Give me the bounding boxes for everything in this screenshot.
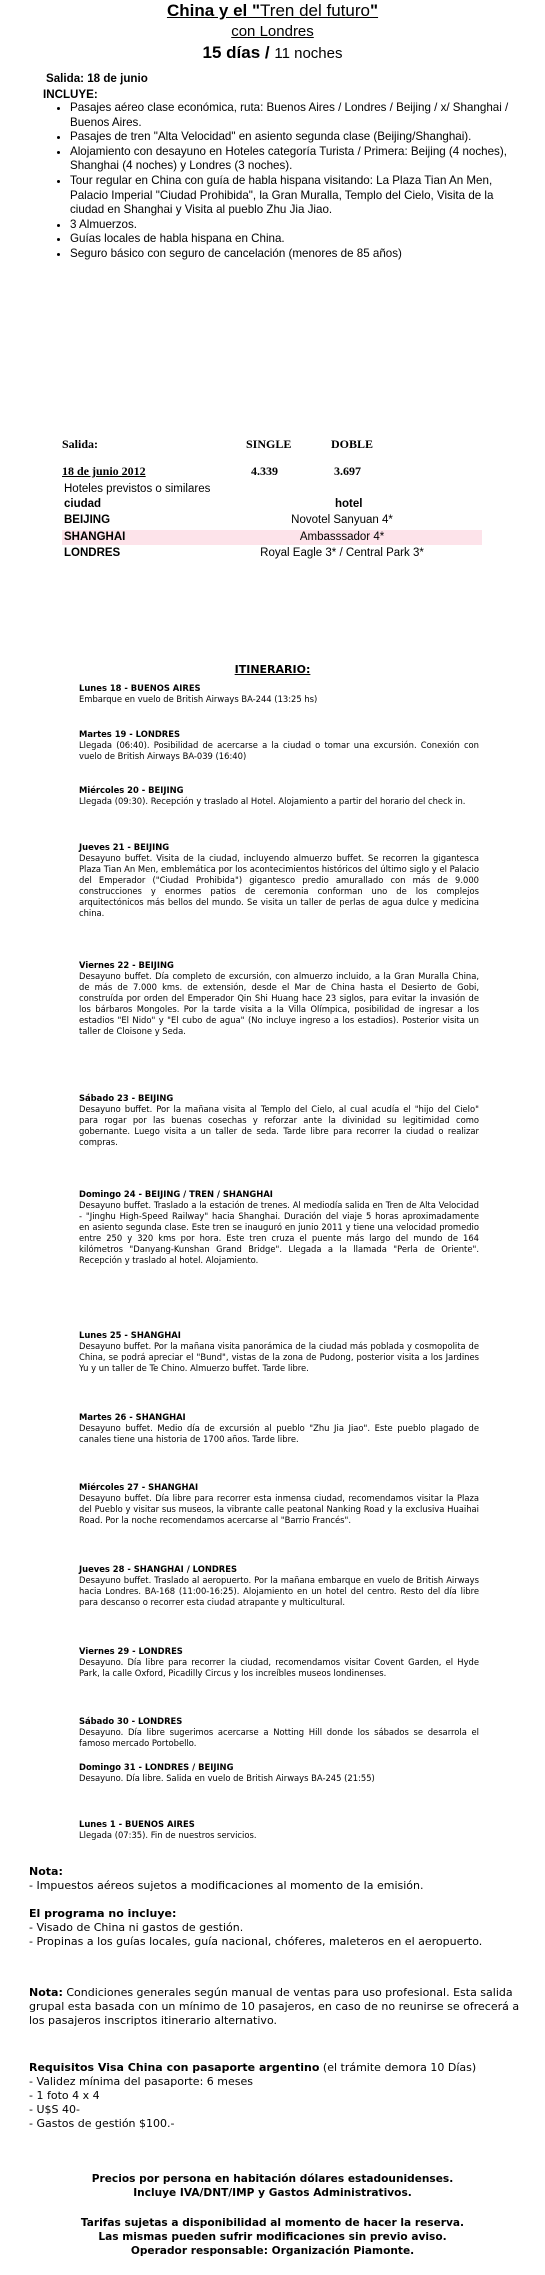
itinerary-day [79, 1482, 479, 1526]
day-description: Desayuno buffet. Por la mañana visita panorámica de la ciudad más poblada y cosmopolita de China, se podrá apreciar el "Bund", vistas de la zona de Pudong, posterior visita a los Jardines Yu y un taller de Te Chino. Almuerzo buffet. Tarde libre. [79, 1341, 479, 1373]
includes-label: INCLUYE: [43, 88, 98, 101]
hotels-intro: Hoteles previstos o similares [64, 483, 211, 495]
itinerary-day [79, 1564, 479, 1608]
page-title [0, 1, 545, 21]
visa-label: Requisitos Visa China con pasaporte argentino [29, 2061, 320, 2074]
visa-item: - 1 foto 4 x 4 [29, 2089, 100, 2102]
hotel-city: SHANGHAI [64, 531, 126, 543]
hotel-name: Royal Eagle 3* / Central Park 3* [260, 547, 424, 559]
itinerary-day [79, 1646, 479, 1679]
day-heading: Jueves 21 - BEIJING [79, 842, 170, 852]
day-description: Desayuno buffet. Visita de la ciudad, incluyendo almuerzo buffet. Se recorren la gigantesca Plaza Tian An Men, emblemática por los acontecimientos históricos del último siglo y el Palacio del Emperador ("Ciudad Prohibida") gigantesco predio amurallado con más de 9.000 construcciones y enormes patios de ceremonia conforman uno de los complejos arquitectónicos más bellos del mundo. Se visita un taller de perlas de agua dulce y medicina china. [79, 853, 479, 918]
day-description: Llegada (06:40). Posibilidad de acercarse a la ciudad o tomar una excursión. Conexión con vuelo de British Airways BA-039 (16:40) [79, 740, 479, 761]
title-days: 15 días / [202, 43, 275, 62]
day-description: Desayuno buffet. Traslado al aeropuerto. Por la mañana embarque en vuelo de British Airways hacia Londres. BA-168 (11:00-16:25). Alojamiento en un hotel del centro. Resto del día libre para descanso o recorrer esta ciudad atrapante y multicultural. [79, 1575, 479, 1607]
hotels-header-hotel: hotel [335, 498, 363, 510]
hotel-name: Novotel Sanyuan 4* [291, 514, 393, 526]
hotels-header-city: ciudad [64, 498, 102, 510]
note-label: Nota: [29, 1865, 63, 1878]
note-conditions-label: Nota: [29, 1986, 63, 1999]
hotel-name: Ambasssador 4* [299, 531, 385, 543]
day-description: Desayuno. Día libre. Salida en vuelo de British Airways BA-245 (21:55) [79, 1773, 375, 1783]
itinerary-day [79, 1330, 479, 1374]
day-heading: Viernes 29 - LONDRES [79, 1646, 183, 1656]
footer-taxes-note: Incluye IVA/DNT/IMP y Gastos Administrativos. [133, 2187, 412, 2199]
includes-item: • Guías locales de habla hispana en China. [70, 232, 510, 247]
day-description: Desayuno buffet. Por la mañana visita al Templo del Cielo, al cual acudía el "hijo del Cielo" para rogar por las buenas cosechas y reforzar ante la divinidad su legitimidad como gobernante. Luego visita a un taller de seda. Tarde libre para recorrer la ciudad o realizar compras. [79, 1104, 479, 1147]
title-prefix: China y el " [166, 1, 261, 20]
price-header-doble: DOBLE [331, 437, 374, 451]
hotel-row [62, 530, 482, 545]
visa-item: - Gastos de gestión $100.- [29, 2117, 175, 2130]
day-description: Llegada (09:30). Recepción y traslado al Hotel. Alojamiento a partir del horario del check in. [79, 796, 466, 806]
day-heading: Miércoles 27 - SHANGHAI [79, 1482, 199, 1492]
day-heading: Jueves 28 - SHANGHAI / LONDRES [79, 1564, 237, 1574]
itinerary-day [79, 1819, 479, 1841]
itinerary-day [79, 1189, 479, 1266]
day-description: Desayuno buffet. Día completo de excursión, con almuerzo incluido, a la Gran Muralla China, de más de 7.000 kms. de extensión, desde el Mar de China hasta el Desierto de Gobi, construída por orden del Emperador Qin Shi Huang hace 23 siglos, para evitar la invasión de los bárbaros Mongoles. Por la tarde visita a la Villa Olímpica, posibilidad de ingresar a los estadios "El Nido" y "El cubo de agua" (No incluye ingreso a los estadios). Posterior visita un taller de Cloisone y Seda. [79, 971, 479, 1036]
footer-availability-note: Tarifas sujetas a disponibilidad al momento de hacer la reserva. [80, 2217, 465, 2229]
itinerary-day [79, 1093, 479, 1148]
price-row-single: 4.339 [251, 464, 278, 478]
day-description: Llegada (07:35). Fin de nuestros servicios. [79, 1830, 257, 1840]
price-row-doble: 3.697 [334, 464, 361, 478]
includes-item: • Tour regular en China con guía de habla hispana visitando: La Plaza Tian An Men, Palacio Imperial "Ciudad Prohibida", la Gran Muralla, Templo del Cielo, Visita de la ciudad en Shanghai y Visita al pueblo Zhu Jia Jiao. [70, 174, 510, 218]
day-heading: Domingo 31 - LONDRES / BEIJING [79, 1762, 234, 1772]
hotel-city: LONDRES [64, 547, 121, 559]
day-description: Desayuno. Día libre sugerimos acercarse a Notting Hill donde los sábados se desarrola el famoso mercado Portobello. [79, 1727, 479, 1748]
visa-requirements [29, 2061, 529, 2131]
day-heading: Viernes 22 - BEIJING [79, 960, 174, 970]
day-heading: Sábado 23 - BEIJING [79, 1093, 174, 1103]
title-nights: 11 noches [274, 45, 343, 62]
day-heading: Domingo 24 - BEIJING / TREN / SHANGHAI [79, 1189, 273, 1199]
day-heading: Martes 26 - SHANGHAI [79, 1412, 186, 1422]
includes-list [45, 101, 510, 262]
departure-date: Salida: 18 de junio [46, 72, 148, 85]
day-description: Desayuno. Día libre para recorrer la ciudad, recomendamos visitar Covent Garden, el Hyde Park, la calle Oxford, Picadilly Circus y los increíbles museos londinenses. [79, 1657, 479, 1678]
day-description: Desayuno buffet. Traslado a la estación de trenes. Al mediodía salida en Tren de Alta Velocidad - "Jinghu High-Speed Railway" hacia Shanghai. Duración del viaje 5 horas aproximadamente en asiento segunda clase. Este tren se inauguró en junio 2011 y tiene una velocidad promedio entre 250 y 320 kms por hora. Este tren cruza el puente más largo del mundo de 164 kilómetros "Danyang-Kunshan Grand Bridge". Llegada a la llamada "Perla de Oriente". Recepción y traslado al hotel. Alojamiento. [79, 1200, 479, 1265]
day-heading: Miércoles 20 - BEIJING [79, 785, 184, 795]
day-description: Desayuno buffet. Medio día de excursión al pueblo "Zhu Jia Jiao". Este pueblo plagado de canales tiene una historia de 1700 años. Tarde libre. [79, 1423, 479, 1444]
not-included-section [29, 1907, 529, 1949]
itinerary-day [79, 1412, 479, 1445]
includes-item: • Seguro básico con seguro de cancelación (menores de 85 años) [70, 247, 510, 262]
includes-item: • 3 Almuerzos. [70, 218, 510, 233]
itinerary-day [79, 960, 479, 1037]
price-header-salida: Salida: [62, 437, 99, 451]
hotel-city: BEIJING [64, 514, 111, 526]
itinerary-day [79, 1716, 479, 1749]
day-description: Desayuno buffet. Día libre para recorrer esta inmensa ciudad, recomendamos visitar la Plaza del Pueblo y visitar sus museos, la vibrante calle peatonal Nanking Road y la exclusiva Huaihai Road. Por la noche recomendamos acercarse al "Barrio Francés". [79, 1493, 479, 1525]
footer-operator: Operador responsable: Organización Piamonte. [130, 2245, 415, 2257]
day-heading: Lunes 25 - SHANGHAI [79, 1330, 181, 1340]
itinerary-title: ITINERARIO: [234, 663, 311, 676]
includes-item: • Alojamiento con desayuno en Hoteles categoría Turista / Primera: Beijing (4 noches), Shanghai (4 noches) y Londres (3 noches). [70, 145, 510, 174]
includes-item: • Pasajes de tren "Alta Velocidad" en asiento segunda clase (Beijing/Shanghai). [70, 130, 510, 145]
not-included-item: - Propinas a los guías locales, guía nacional, chóferes, maleteros en el aeropuerto. [29, 1935, 483, 1948]
hotel-row [62, 513, 482, 528]
day-heading: Martes 19 - LONDRES [79, 729, 180, 739]
title-subtitle: con Londres [231, 23, 314, 40]
includes-item: • Pasajes aéreo clase económica, ruta: Buenos Aires / Londres / Beijing / x/ Shanghai / Buenos Aires. [70, 101, 510, 130]
day-heading: Lunes 1 - BUENOS AIRES [79, 1819, 195, 1829]
note-text: - Impuestos aéreos sujetos a modificaciones al momento de la emisión. [29, 1879, 424, 1892]
day-heading: Sábado 30 - LONDRES [79, 1716, 183, 1726]
visa-duration: (el trámite demora 10 Días) [319, 2061, 477, 2074]
visa-item: - U$S 40- [29, 2103, 80, 2116]
not-included-item: - Visado de China ni gastos de gestión. [29, 1921, 244, 1934]
footer-prices-note: Precios por persona en habitación dólares estadounidenses. [91, 2173, 454, 2185]
title-quote-close: " [369, 1, 379, 20]
note-conditions [29, 1986, 529, 2028]
price-row-date: 18 de junio 2012 [62, 464, 146, 478]
itinerary-day [79, 785, 479, 807]
note-conditions-text: Condiciones generales según manual de ventas para uso profesional. Esta salida grupal esta basada con un mínimo de 10 pasajeros, en caso de no reunirse se ofrecerá a los pasajeros inscriptos itinerario alternativo. [29, 1986, 520, 2027]
footer-modifications-note: Las mismas pueden sufrir modificaciones sin previo aviso. [98, 2231, 447, 2243]
title-duration [0, 43, 545, 63]
visa-item: - Validez mínima del pasaporte: 6 meses [29, 2075, 253, 2088]
price-header-single: SINGLE [246, 437, 292, 451]
title-train-name: Tren del futuro [260, 1, 370, 20]
itinerary-day [79, 842, 479, 919]
note-taxes [29, 1865, 529, 1893]
day-description: Embarque en vuelo de British Airways BA-244 (13:25 hs) [79, 694, 318, 704]
itinerary-day [79, 683, 479, 705]
hotel-row [62, 546, 482, 561]
itinerary-day [79, 729, 479, 762]
not-included-label: El programa no incluye: [29, 1907, 177, 1920]
itinerary-day [79, 1762, 479, 1784]
day-heading: Lunes 18 - BUENOS AIRES [79, 683, 201, 693]
